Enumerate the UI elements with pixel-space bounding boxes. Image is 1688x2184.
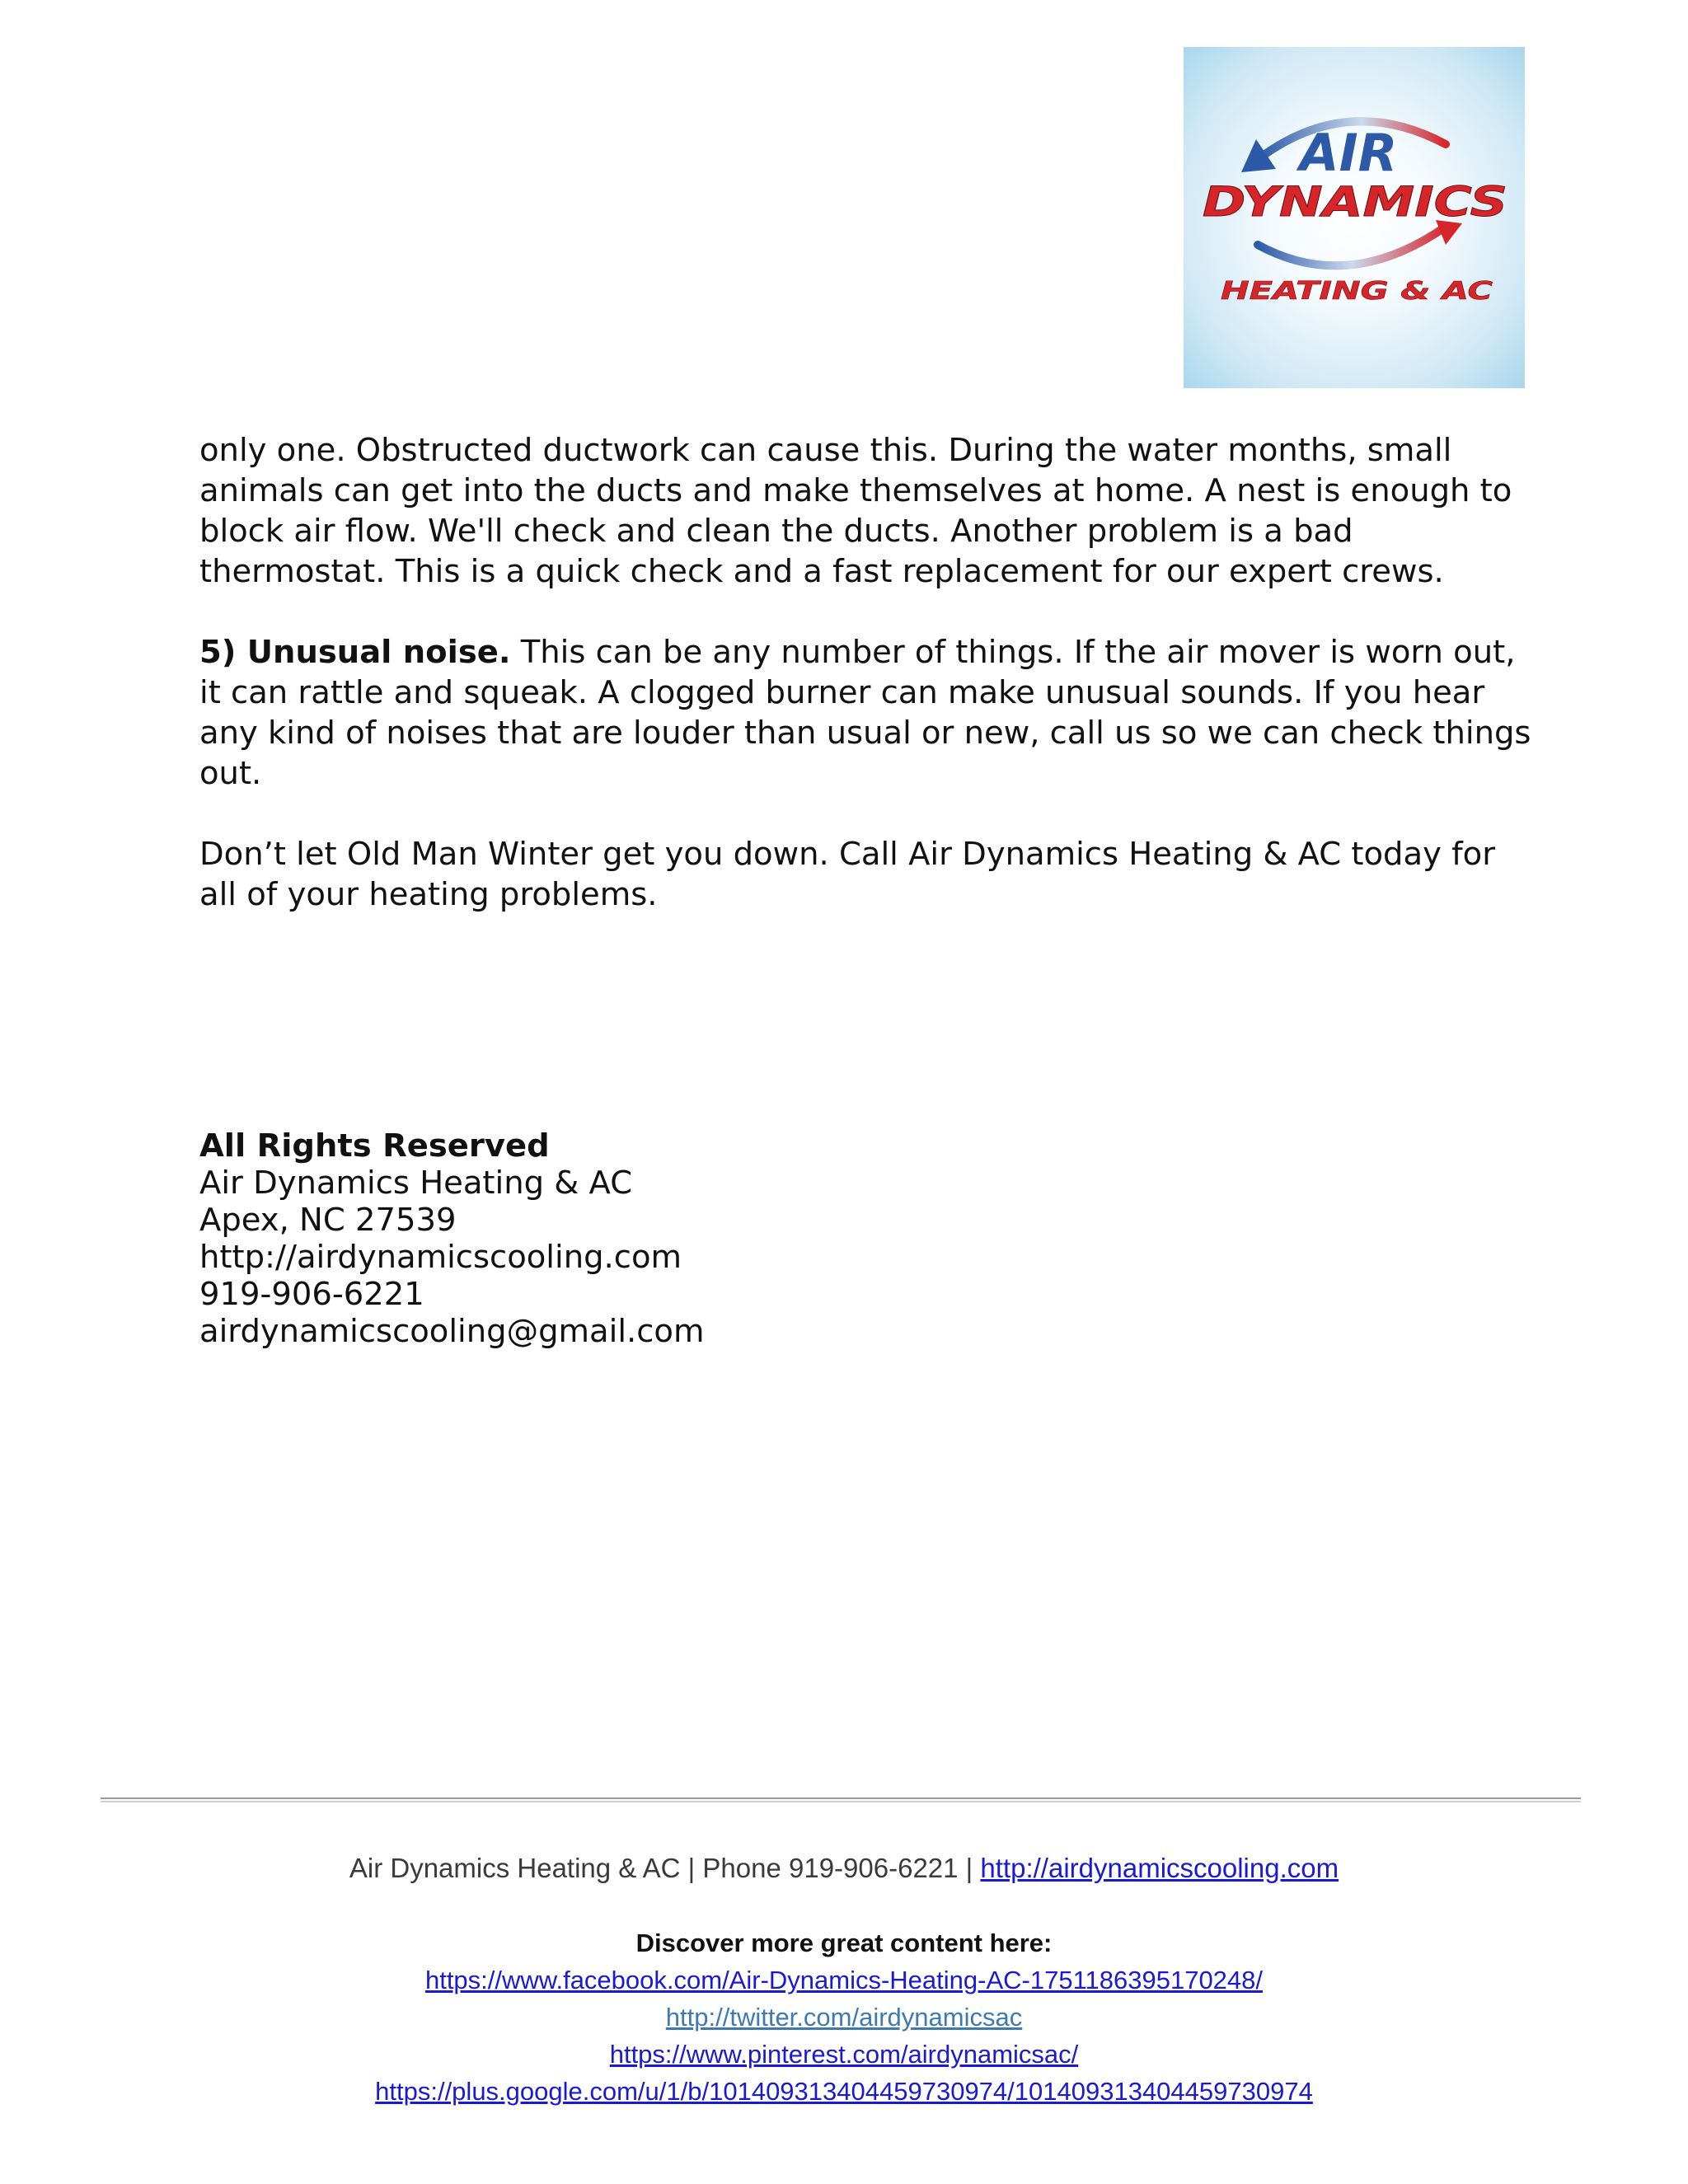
heading-unusual-noise: 5) Unusual noise. — [199, 634, 511, 671]
company-name: Air Dynamics Heating & AC — [199, 1165, 633, 1202]
logo-graphic — [1184, 47, 1525, 388]
paragraph-ductwork: only one. Obstructed ductwork can cause this. During the water months, small animals can get into the ducts and make themselves at home. A nest is enough to block air flow. We'll check and clean the ducts. Another problem is a bad thermostat. This is a quick check and a fast replacement for our expert crews. — [199, 432, 1512, 590]
article-body — [199, 430, 1535, 955]
twitter-link[interactable]: http://twitter.com/airdynamicsac — [665, 2003, 1023, 2032]
footer-contact-line — [0, 1853, 1688, 1884]
logo-bottom-arc — [1258, 227, 1446, 265]
logo-line3: HEATING & AC — [1221, 277, 1493, 306]
logo-top-arrowhead — [1241, 139, 1276, 172]
pinterest-link[interactable]: https://www.pinterest.com/airdynamicsac/ — [609, 2040, 1079, 2069]
discover-section — [0, 1924, 1688, 2110]
company-location: Apex, NC 27539 — [199, 1202, 457, 1239]
logo-line1: AIR — [1299, 123, 1398, 183]
rights-heading: All Rights Reserved — [199, 1127, 550, 1165]
logo-line2: DYNAMICS — [1203, 178, 1507, 226]
company-website: http://airdynamicscooling.com — [199, 1239, 682, 1276]
paragraph-unusual-noise-text: This can be any number of things. If the air mover is worn out, it can rattle and squeak. A clogged burner can make unusual sounds. If you hear any kind of noises that are louder than usual or new, call us so we can check things out. — [199, 634, 1531, 792]
paragraph-closing: Don’t let Old Man Winter get you down. Call Air Dynamics Heating & AC today for all of your heating problems. — [199, 836, 1496, 913]
footer-divider-shadow — [101, 1801, 1581, 1802]
company-phone: 919-906-6221 — [199, 1276, 424, 1313]
footer-contact-text: Air Dynamics Heating & AC | Phone 919-906-6221 | — [349, 1853, 981, 1883]
footer-site-link[interactable]: http://airdynamicscooling.com — [980, 1853, 1339, 1883]
company-logo — [1184, 47, 1525, 388]
footer-divider — [101, 1797, 1581, 1799]
paragraph-unusual-noise — [199, 632, 1535, 794]
rights-block — [199, 1127, 1189, 1350]
facebook-link[interactable]: https://www.facebook.com/Air-Dynamics-Heating-AC-1751186395170248/ — [424, 1966, 1264, 1994]
google-plus-link[interactable]: https://plus.google.com/u/1/b/101409313404459730974/101409313404459730974 — [375, 2077, 1313, 2106]
discover-heading: Discover more great content here: — [635, 1929, 1053, 1957]
company-email: airdynamicscooling@gmail.com — [199, 1313, 705, 1350]
